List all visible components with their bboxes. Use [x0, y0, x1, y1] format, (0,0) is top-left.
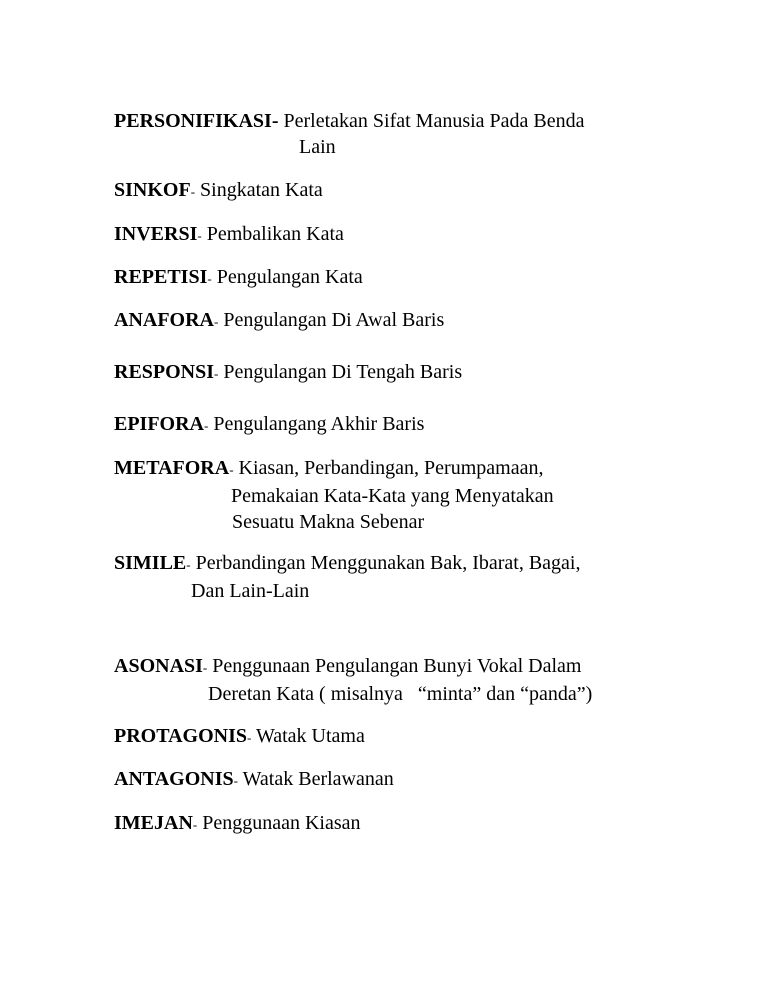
entry-sinkof	[114, 177, 323, 205]
separator: -	[190, 184, 196, 199]
term: SINKOF	[114, 179, 191, 201]
entry-responsi	[114, 359, 462, 387]
entry-asonasi	[114, 653, 592, 707]
separator: -	[192, 817, 198, 832]
entry-epifora	[114, 411, 424, 439]
definition-continued: Pemakaian Kata-Kata yang Menyatakan	[231, 485, 554, 507]
separator: -	[202, 660, 208, 675]
definition: Pengulangan Di Awal Baris	[223, 309, 445, 331]
definition: Kiasan, Perbandingan, Perumpamaan,	[238, 457, 544, 479]
entry-protagonis	[114, 723, 365, 751]
separator: -	[197, 228, 202, 243]
separator: -	[229, 462, 234, 477]
definition: Watak Utama	[255, 725, 365, 747]
separator: -	[214, 366, 219, 381]
term: ASONASI	[114, 655, 203, 677]
entry-simile	[114, 550, 580, 604]
definition: Pembalikan Kata	[206, 223, 344, 245]
term: PROTAGONIS	[114, 725, 247, 747]
separator: -	[214, 314, 219, 329]
term: ANAFORA	[114, 309, 214, 331]
term: EPIFORA	[114, 413, 204, 435]
entry-antagonis	[114, 766, 394, 794]
separator: -	[207, 271, 212, 286]
definition: Pengulangang Akhir Baris	[213, 413, 425, 435]
definition: Watak Berlawanan	[242, 768, 394, 790]
term: METAFORA	[114, 457, 230, 479]
definition: Penggunaan Pengulangan Bunyi Vokal Dalam	[212, 655, 582, 677]
term: PERSONIFIKASI	[114, 110, 272, 132]
definition: Penggunaan Kiasan	[202, 812, 361, 834]
term: INVERSI	[114, 223, 198, 245]
term: SIMILE	[114, 552, 187, 574]
definition-continued: Lain	[299, 136, 336, 158]
definition-continued: Sesuatu Makna Sebenar	[232, 511, 425, 533]
separator: -	[271, 110, 279, 132]
definition: Perletakan Sifat Manusia Pada Benda	[283, 110, 585, 132]
term: REPETISI	[114, 266, 208, 288]
definition-continued: Dan Lain-Lain	[191, 580, 310, 602]
separator: -	[233, 773, 238, 788]
definition: Perbandingan Menggunakan Bak, Ibarat, Bagai,	[195, 552, 581, 574]
entry-repetisi	[114, 264, 363, 292]
definition: Pengulangan Di Tengah Baris	[223, 361, 463, 383]
entry-personifikasi	[114, 108, 585, 160]
entry-anafora	[114, 307, 444, 335]
entry-imejan	[114, 810, 361, 838]
definition-continued: Deretan Kata ( misalnya “minta” dan “panda”)	[208, 683, 593, 705]
definition: Pengulangan Kata	[216, 266, 363, 288]
separator: -	[246, 730, 252, 745]
term: ANTAGONIS	[114, 768, 234, 790]
separator: -	[186, 557, 191, 572]
separator: -	[204, 418, 209, 433]
entry-metafora	[114, 455, 554, 535]
entry-inversi	[114, 221, 344, 249]
term: IMEJAN	[114, 812, 193, 834]
term: RESPONSI	[114, 361, 215, 383]
definition: Singkatan Kata	[200, 179, 323, 201]
